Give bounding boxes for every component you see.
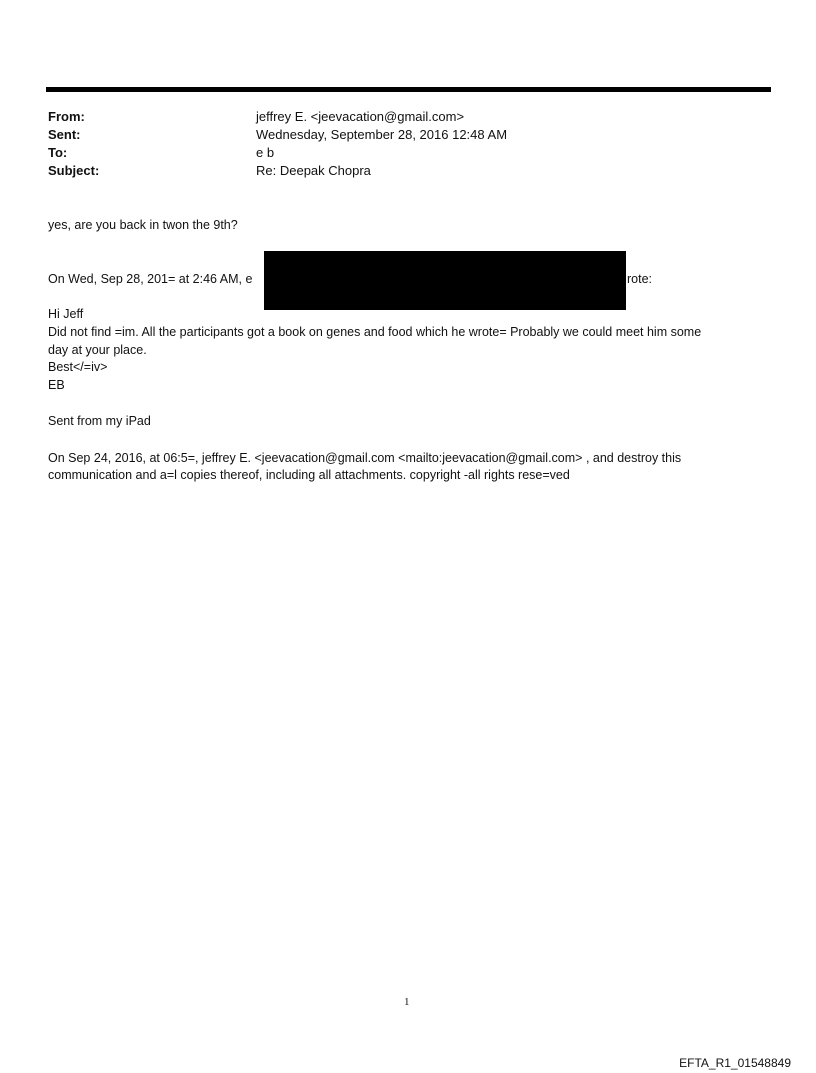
subject-value: Re: Deepak Chopra bbox=[256, 163, 371, 178]
from-value: jeffrey E. <jeevacation@gmail.com> bbox=[256, 109, 465, 124]
quote-intro-end: rote: bbox=[627, 272, 653, 286]
subject-label: Subject: bbox=[48, 163, 100, 178]
body-line-4: EB bbox=[48, 378, 65, 392]
quote2-line-1: On Sep 24, 2016, at 06:5=, jeffrey E. <jeevacation@gmail.com <mailto:jeevacation@gmail.com> , and destroy this bbox=[48, 451, 682, 465]
to-label: To: bbox=[48, 145, 68, 160]
page-number: 1 bbox=[404, 996, 410, 1008]
reply-text: yes, are you back in twon the 9th? bbox=[48, 218, 238, 232]
sent-label: Sent: bbox=[48, 127, 81, 142]
body-line-1: Did not find =im. All the participants got a book on genes and food which he wrote= Probably we could meet him some bbox=[48, 325, 702, 339]
sent-value: Wednesday, September 28, 2016 12:48 AM bbox=[256, 127, 508, 142]
body-line-3: Best</=iv> bbox=[48, 360, 108, 374]
redaction-block bbox=[264, 251, 626, 310]
quote2-line-2: communication and a=l copies thereof, including all attachments. copyright -all rights rese=ved bbox=[48, 468, 570, 482]
signature-line: Sent from my iPad bbox=[48, 414, 151, 428]
to-value: e b bbox=[256, 145, 275, 160]
header-rule bbox=[46, 87, 771, 92]
document-id: EFTA_R1_01548849 bbox=[679, 1056, 791, 1070]
quote-intro-start: On Wed, Sep 28, 201= at 2:46 AM, e bbox=[48, 272, 253, 286]
from-label: From: bbox=[48, 109, 85, 124]
body-line-2: day at your place. bbox=[48, 343, 147, 357]
greeting-line: Hi Jeff bbox=[48, 307, 84, 321]
